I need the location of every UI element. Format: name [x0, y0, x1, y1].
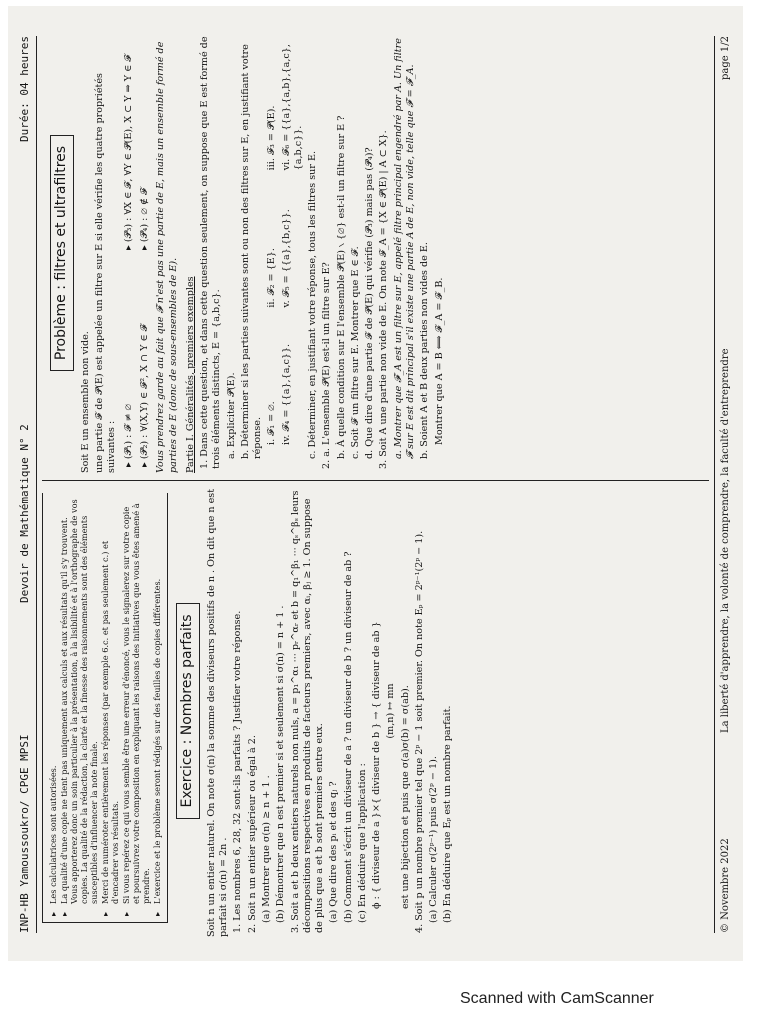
question-4a: (a) Calculer σ(2ᵖ⁻¹) puis σ(2ᵖ − 1). — [428, 756, 440, 923]
problem-q2b: b. À quelle condition sur E l'ensemble 𝓟(E) ∖ {∅} est-il un filtre sur E ? — [335, 115, 347, 459]
page-header — [18, 36, 37, 933]
question-2: 2. Soit n un entier supérieur ou égal à 2. — [246, 735, 258, 933]
part-1-heading: Partie I. Généralités, premiers exemples — [184, 276, 196, 473]
map-definition: ϕ : { diviseur de a }×{ diviseur de b } → { diviseur de ab } — [371, 621, 383, 909]
problem-q2c: c. Soit 𝓕 un filtre sur E. Montrer que E ∈ 𝓕. — [349, 246, 361, 459]
problem-intro-2: une partie 𝓕 de 𝓟(E) est appelée un filtre sur E si elle vérifie les quatre propriétés suivantes : — [94, 73, 118, 473]
footer-motto: La liberté d'apprendre, la volonté de comprendre, la faculté d'entreprendre — [720, 348, 732, 733]
axiom-p3: ▸ (𝓟₃) : ∀X ∈ 𝓕, ∀Y ∈ 𝓟(E), X ⊂ Y ⇒ Y ∈ 𝓕 — [122, 54, 134, 250]
problem-q3b: b. Soient A et B deux parties non vides de E. — [419, 242, 431, 459]
problem-q3a: a. Montrer que 𝓕_A est un filtre sur E, appelé filtre principal engendré par A. Un filtre 𝓕 sur E est dit principal s'il existe une partie A de E, non vide, telle que 𝓕 = 𝓕_A. — [392, 38, 417, 459]
rule-item: ▸ La qualité d'une copie ne tient pas uniquement aux calculs et aux résultats qu'il s'y trouvent. Vous apporterez donc un soin particulier à la présentation, à la lisibilité et à l'orthographe de vos copies. La qualité de la rédaction, la clarté et la finesse des raisonnements sont des éléments susceptibles d'influencer la note finale. — [59, 499, 99, 904]
problem-q3: 3. Soit A une partie non vide de E. On note 𝓕_A = {X ∈ 𝓟(E) | A ⊂ X}. — [378, 130, 390, 469]
right-column — [42, 33, 709, 473]
question-2b: (b) Démontrer que n est premier si et seulement si σ(n) = n + 1 . — [275, 605, 287, 923]
left-column — [42, 485, 709, 937]
question-3c-end: est une bijection et puis que σ(a)σ(b) = σ(ab). — [399, 685, 411, 909]
column-divider — [42, 480, 709, 481]
problem-q1: 1. Dans cette question, et dans cette question seulement, on suppose que E est formé de trois éléments distincts, E = {a,b,c}. — [199, 36, 223, 469]
question-4: 4. Soit p un nombre premier tel que 2ᵖ − 1 soit premier. On note Eₚ = 2ᵖ⁻¹(2ᵖ − 1). — [413, 530, 425, 933]
problem-intro-1: Soit E un ensemble non vide. — [79, 331, 91, 473]
question-4b: (b) En déduire que Eₚ est un nombre parfait. — [442, 705, 454, 923]
footer-date: © Novembre 2022 — [720, 838, 732, 933]
rule-item: ▸ Les calculatrices sont autorisées. — [48, 499, 58, 904]
rotated-page-content — [8, 6, 743, 961]
instructions-box — [42, 493, 168, 923]
question-3a: (a) Que dire des pᵢ et des qⱼ ? — [328, 781, 340, 923]
rule-item: ▸ Merci de numéroter entièrement les réponses (par exemple 6.c. et pas seulement c.) et d'encadrer vos résultats. — [100, 499, 120, 904]
question-3b: (b) Comment s'écrit un diviseur de a ? un diviseur de b ? un diviseur de ab ? — [342, 551, 354, 923]
exercise-intro: Soit n un entier naturel. On note σ(n) la somme des diviseurs positifs de n . On dit que n est parfait si σ(n) = 2n . — [205, 488, 230, 937]
problem-q2d: d. Que dire d'une partie 𝓕 de 𝓟(E) qui vérifie (𝓟₃) mais pas (𝓟₄)? — [364, 147, 376, 459]
header-school: INP-HB Yamoussoukro/ CPGE MPSI — [18, 734, 31, 933]
candidate-f6: vi. 𝓕₆ = {{a},{a,b},{a,c},{a,b,c}}. — [280, 44, 304, 171]
question-3c: (c) En déduire que l'application : — [356, 763, 368, 923]
rule-item: ▸ L'exercice et le problème seront rédigés sur des feuilles de copies différentes. — [152, 499, 162, 904]
page-footer — [714, 36, 733, 933]
problem-q3b-statement: Montrer que A = B ⟺ 𝓕_A = 𝓕_B. — [433, 277, 445, 445]
candidate-f2: ii. 𝓕₂ = {E}. — [266, 248, 278, 308]
camscanner-watermark: Scanned with CamScanner — [460, 990, 654, 1007]
rule-item: ▸ Si vous repérez ce qui vous semble être une erreur d'énoncé, vous le signalerez sur votre copie et poursuivrez votre composition en expliquant les raisons des initiatives que vous êtes amené à prendre. — [121, 499, 151, 904]
problem-q1c: c. Déterminer, en justifiant votre réponse, tous les filtres sur E. — [307, 151, 319, 459]
filter-candidates — [266, 33, 305, 445]
scanned-page — [8, 6, 743, 961]
candidate-f4: iv. 𝓕₄ = {{a},{a,c}}. — [280, 343, 292, 445]
map-rule: (m,n) ↦ mn — [385, 683, 397, 739]
problem-q2a: 2. a. L'ensemble 𝓟(E) est-il un filtre sur E? — [321, 262, 333, 469]
problem-q1a: a. Expliciter 𝓟(E). — [225, 372, 237, 459]
candidate-f3: iii. 𝓕₃ = 𝓟(E). — [266, 105, 278, 171]
problem-title: Problème : filtres et ultrafiltres — [50, 135, 74, 371]
exercise-title: Exercice : Nombres parfaits — [176, 603, 200, 818]
candidate-f1: i. 𝓕₁ = ∅. — [266, 401, 278, 445]
header-duration: Durée: 04 heures — [18, 36, 31, 142]
problem-note: Vous prendrez garde au fait que 𝓕 n'est pas une partie de E, mais un ensemble formé de parties de E (donc de sous-ensembles de E). — [155, 41, 179, 473]
candidate-f5: v. 𝓕₅ = {{a},{b,c}}. — [280, 209, 292, 308]
footer-page-number: page 1/2 — [720, 36, 732, 80]
axiom-p4: ▸ (𝓟₄) : ∅ ∉ 𝓕 — [138, 187, 150, 250]
header-title: Devoir de Mathématique N° 2 — [18, 424, 31, 603]
question-2a: (a) Montrer que σ(n) ≥ n + 1 . — [260, 775, 272, 923]
question-3: 3. Soit a et b deux entiers naturels non nuls, a = p₁^α₁ ··· pᵣ^αᵣ et b = q₁^β₁ ··· qₛ^βₛ leurs décompositions respectives en produits de facteurs premiers, avec αᵢ, βⱼ ≥ 1. On suppose de plus que a et b sont premiers entre eux. — [289, 490, 326, 933]
filter-axioms — [121, 33, 154, 467]
axiom-p2: ▸ (𝓟₂) : ∀(X,Y) ∈ 𝓕², X ∩ Y ∈ 𝓕 — [138, 324, 150, 467]
axiom-p1: ▸ (𝓟₁) : 𝓕 ≠ ∅ — [122, 403, 134, 467]
question-1: 1. Les nombres 6, 28, 32 sont-ils parfaits ? Justifier votre réponse. — [232, 610, 244, 933]
problem-q1b: b. Déterminer si les parties suivantes sont ou non des filtres sur E, en justifiant votre réponse. — [239, 44, 264, 459]
